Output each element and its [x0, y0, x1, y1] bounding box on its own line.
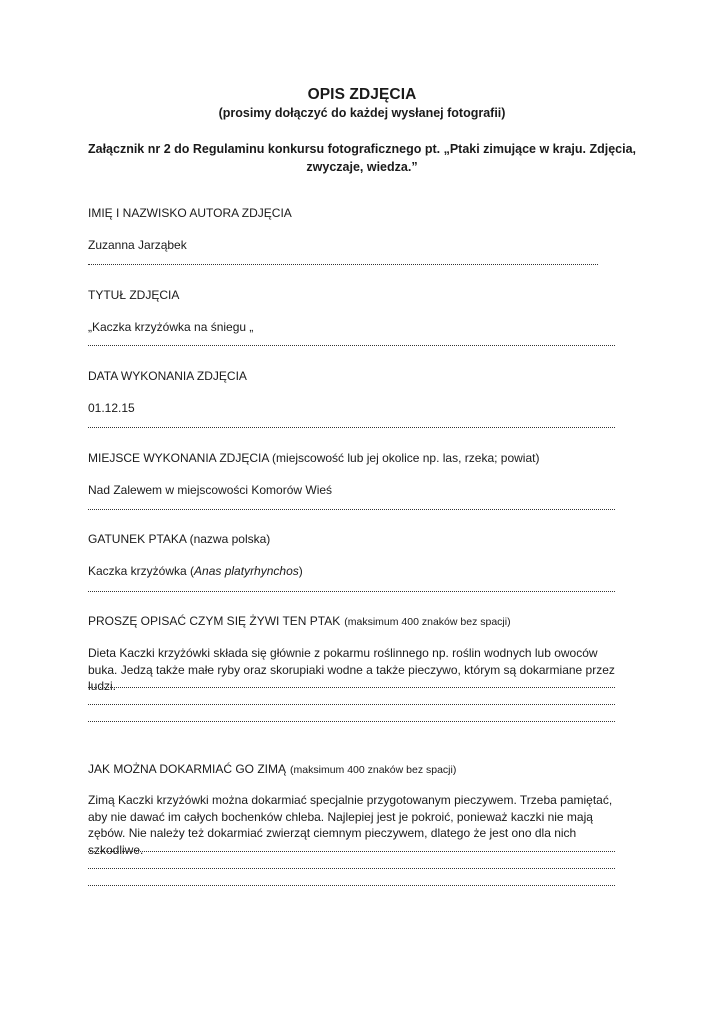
place-value: Nad Zalewem w miejscowości Komorów Wieś — [88, 483, 333, 497]
feeding-answer: Zimą Kaczki krzyżówki można dokarmiać specjalnie przygotowanym pieczywem. Trzeba pamiętać, aby nie dawać im całych bochenków chleba. Najlepiej jest je pokroić, ponieważ kaczki nie mają zębów. Nie należy też dokarmiać zwierząt ciemnym pieczywem, dlatego że jest ono dla nich szkodliwe. — [88, 793, 613, 857]
author-value: Zuzanna Jarząbek — [88, 238, 187, 252]
diet-answer: Dieta Kaczki krzyżówki składa się głównie z pokarmu roślinnego np. roślin wodnych lub owoców buka. Jedzą także małe ryby oraz skorupiaki wodne a także pieczywo, którym są dokarmiane przez ludzi. — [88, 646, 615, 693]
place-dotted-line — [88, 509, 615, 510]
date-label: DATA WYKONANIA ZDJĘCIA — [88, 369, 247, 383]
feeding-limit-note: (maksimum 400 znaków bez spacji) — [290, 764, 457, 776]
author-dotted-line — [88, 264, 598, 265]
diet-dotted-line-1 — [88, 687, 615, 688]
diet-limit-note: (maksimum 400 znaków bez spacji) — [344, 616, 511, 628]
photo-title-dotted-line — [88, 345, 615, 346]
diet-label-text: PROSZĘ OPISAĆ CZYM SIĘ ŻYWI TEN PTAK — [88, 614, 341, 628]
place-label: MIEJSCE WYKONANIA ZDJĘCIA (miejscowość lub jej okolice np. las, rzeka; powiat) — [88, 451, 540, 465]
annex-heading: Załącznik nr 2 do Regulaminu konkursu fotograficznego pt. „Ptaki zimujące w kraju. Zdjęcia, zwyczaje, wiedza.” — [87, 142, 637, 174]
document-title: OPIS ZDJĘCIA — [307, 86, 417, 103]
document-subtitle: (prosimy dołączyć do każdej wysłanej fotografii) — [218, 106, 506, 120]
feeding-label — [88, 762, 456, 776]
author-label: IMIĘ I NAZWISKO AUTORA ZDJĘCIA — [88, 206, 292, 220]
species-value-prefix: Kaczka krzyżówka ( — [88, 564, 195, 578]
species-value-suffix: ) — [298, 564, 303, 578]
diet-dotted-line-3 — [88, 721, 615, 722]
species-label: GATUNEK PTAKA (nazwa polska) — [88, 532, 271, 546]
species-value — [88, 564, 303, 578]
species-dotted-line — [88, 591, 615, 592]
diet-dotted-line-2 — [88, 704, 615, 705]
feeding-dotted-line-3 — [88, 885, 615, 886]
photo-title-value: „Kaczka krzyżówka na śniegu „ — [88, 320, 254, 334]
date-value: 01.12.15 — [88, 401, 135, 415]
feeding-dotted-line-2 — [88, 868, 615, 869]
species-latin-name: Anas platyrhynchos — [194, 564, 299, 578]
date-dotted-line — [88, 427, 615, 428]
feeding-label-text: JAK MOŻNA DOKARMIAĆ GO ZIMĄ — [88, 762, 287, 776]
diet-label — [88, 614, 511, 628]
photo-title-label: TYTUŁ ZDJĘCIA — [88, 288, 180, 302]
feeding-dotted-line-1 — [88, 851, 615, 852]
